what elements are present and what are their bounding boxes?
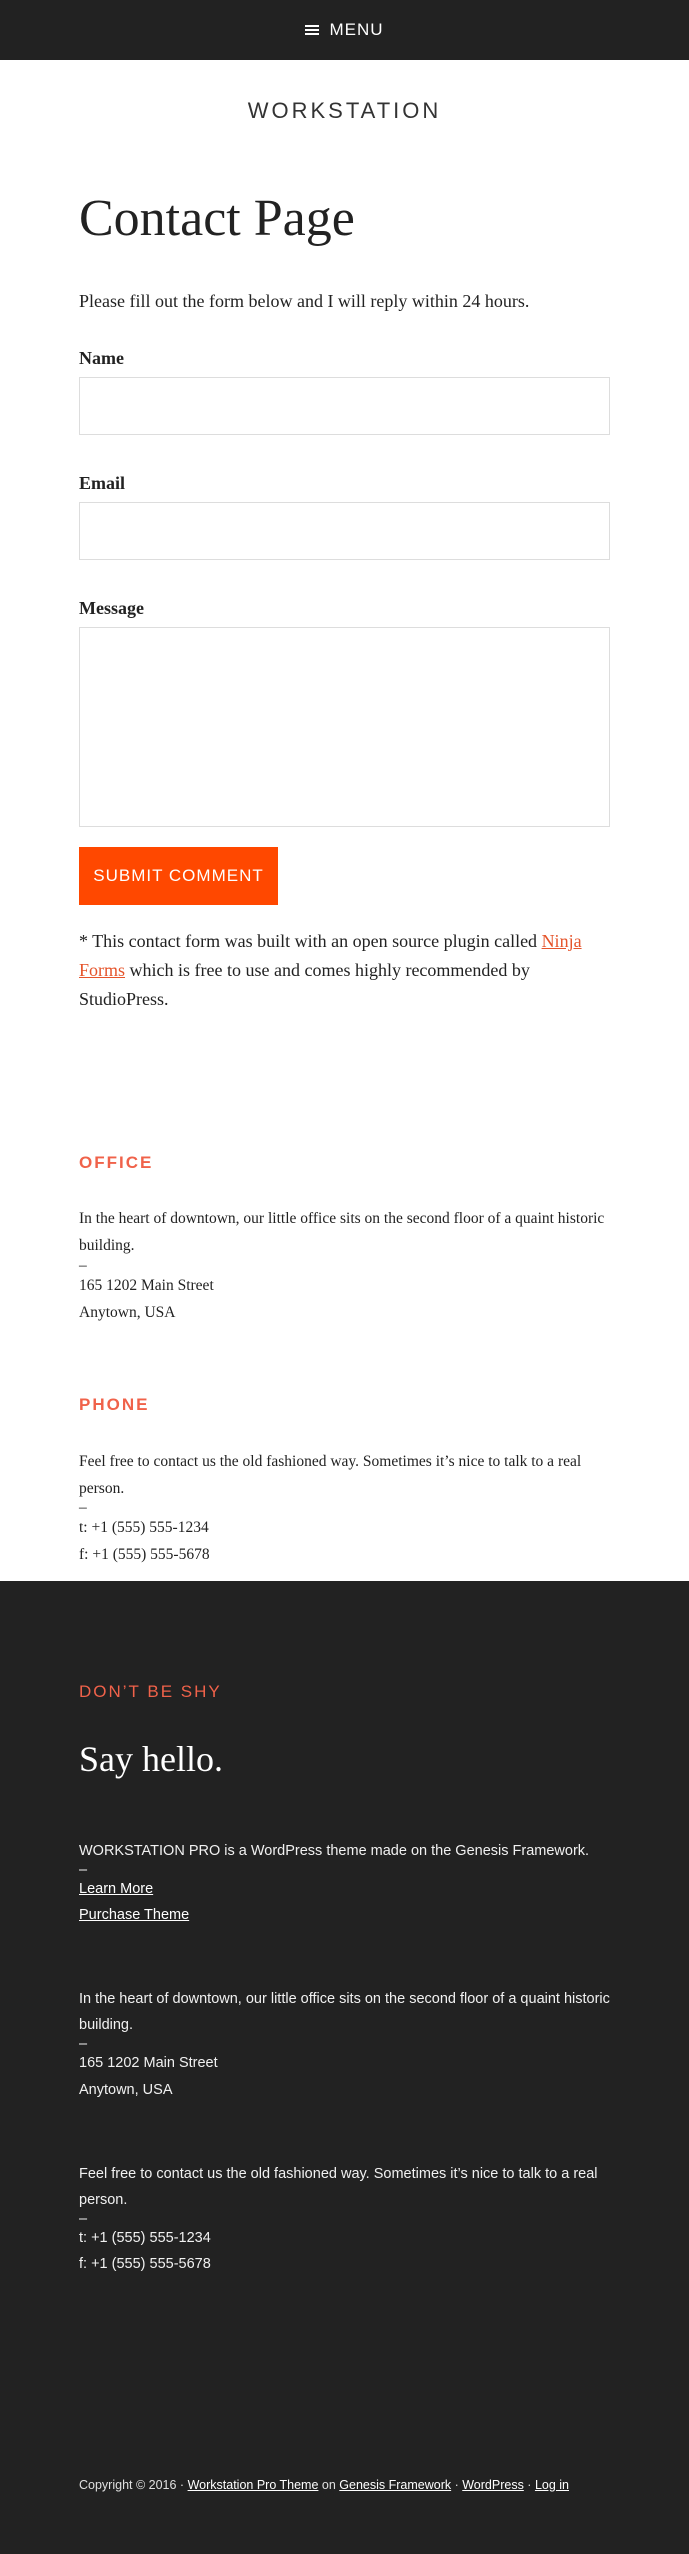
message-textarea[interactable] — [79, 627, 610, 827]
ninja-forms-link[interactable]: Ninja Forms — [79, 931, 582, 980]
phone-title: PHONE — [79, 1394, 150, 1414]
footer-office — [79, 1986, 610, 2102]
copyright-prefix: Copyright © 2016 · — [79, 2478, 188, 2492]
site-header — [0, 0, 689, 60]
footer-phone-telephone: t: +1 (555) 555-1234 — [79, 2229, 211, 2246]
office-title: OFFICE — [79, 1152, 154, 1172]
copyright-sep2: · — [523, 2478, 535, 2492]
purchase-theme-link[interactable]: Purchase Theme — [79, 1907, 190, 1924]
form-note — [79, 927, 610, 1013]
office-dash: – — [79, 1256, 87, 1274]
footer-phone-dash: – — [79, 2210, 88, 2227]
office-text: In the heart of downtown, our little office sits on the second floor of a quaint historic building. — [79, 1210, 605, 1255]
genesis-framework-link[interactable]: Genesis Framework — [339, 2478, 452, 2492]
phone-text: Feel free to contact us the old fashioned way. Sometimes it’s nice to talk to a real person. — [79, 1452, 582, 1497]
phone-widget — [79, 1390, 610, 1568]
name-label: Name — [79, 348, 124, 369]
phone-fax: f: +1 (555) 555-5678 — [79, 1545, 210, 1563]
menu-button[interactable] — [305, 20, 383, 40]
footer-phone-text: Feel free to contact us the old fashioned way. Sometimes it’s nice to talk to a real person. — [79, 2165, 598, 2208]
email-label: Email — [79, 473, 126, 494]
office-widget — [79, 1148, 610, 1326]
copyright — [79, 2478, 569, 2492]
menu-label: MENU — [329, 20, 384, 39]
name-input[interactable] — [79, 377, 610, 435]
message-label: Message — [79, 598, 144, 619]
note-before: * This contact form was built with an open source plugin called — [79, 931, 542, 952]
page-title: Contact Page — [79, 190, 355, 247]
footer-headline: Say hello. — [79, 1739, 223, 1779]
footer-phone-fax: f: +1 (555) 555-5678 — [79, 2255, 211, 2272]
footer-about-dash: – — [79, 1862, 88, 1879]
submit-comment-button[interactable]: SUBMIT COMMENT — [79, 847, 278, 905]
copyright-on: on — [318, 2478, 340, 2492]
wordpress-link[interactable]: WordPress — [462, 2478, 524, 2492]
footer-office-text: In the heart of downtown, our little office sits on the second floor of a quaint historic building. — [79, 1991, 610, 2034]
phone-telephone: t: +1 (555) 555-1234 — [79, 1518, 209, 1536]
footer-about-text: WORKSTATION PRO is a WordPress theme made on the Genesis Framework. — [79, 1843, 590, 1859]
theme-link[interactable]: Workstation Pro Theme — [187, 2478, 319, 2492]
login-link[interactable]: Log in — [534, 2478, 569, 2492]
footer-eyebrow: DON’T BE SHY — [79, 1682, 222, 1701]
intro-text: Please fill out the form below and I will reply within 24 hours. — [79, 291, 530, 312]
footer-phone — [79, 2161, 610, 2277]
contact-form — [79, 348, 610, 905]
main-content — [0, 190, 689, 1568]
footer-office-line1: 165 1202 Main Street — [79, 2055, 218, 2072]
note-after: which is free to use and comes highly recommended by StudioPress. — [79, 959, 530, 1009]
site-footer — [0, 1581, 689, 2554]
footer-about — [79, 1838, 610, 1928]
site-title[interactable]: WORKSTATION — [247, 98, 442, 123]
office-address-line2: Anytown, USA — [79, 1303, 176, 1321]
copyright-sep1: · — [451, 2478, 463, 2492]
email-input[interactable] — [79, 502, 610, 560]
office-address-line1: 165 1202 Main Street — [79, 1276, 214, 1294]
footer-office-line2: Anytown, USA — [79, 2081, 173, 2098]
phone-dash: – — [79, 1498, 87, 1516]
learn-more-link[interactable]: Learn More — [79, 1881, 154, 1898]
hamburger-icon — [305, 25, 319, 35]
footer-office-dash: – — [79, 2036, 88, 2053]
